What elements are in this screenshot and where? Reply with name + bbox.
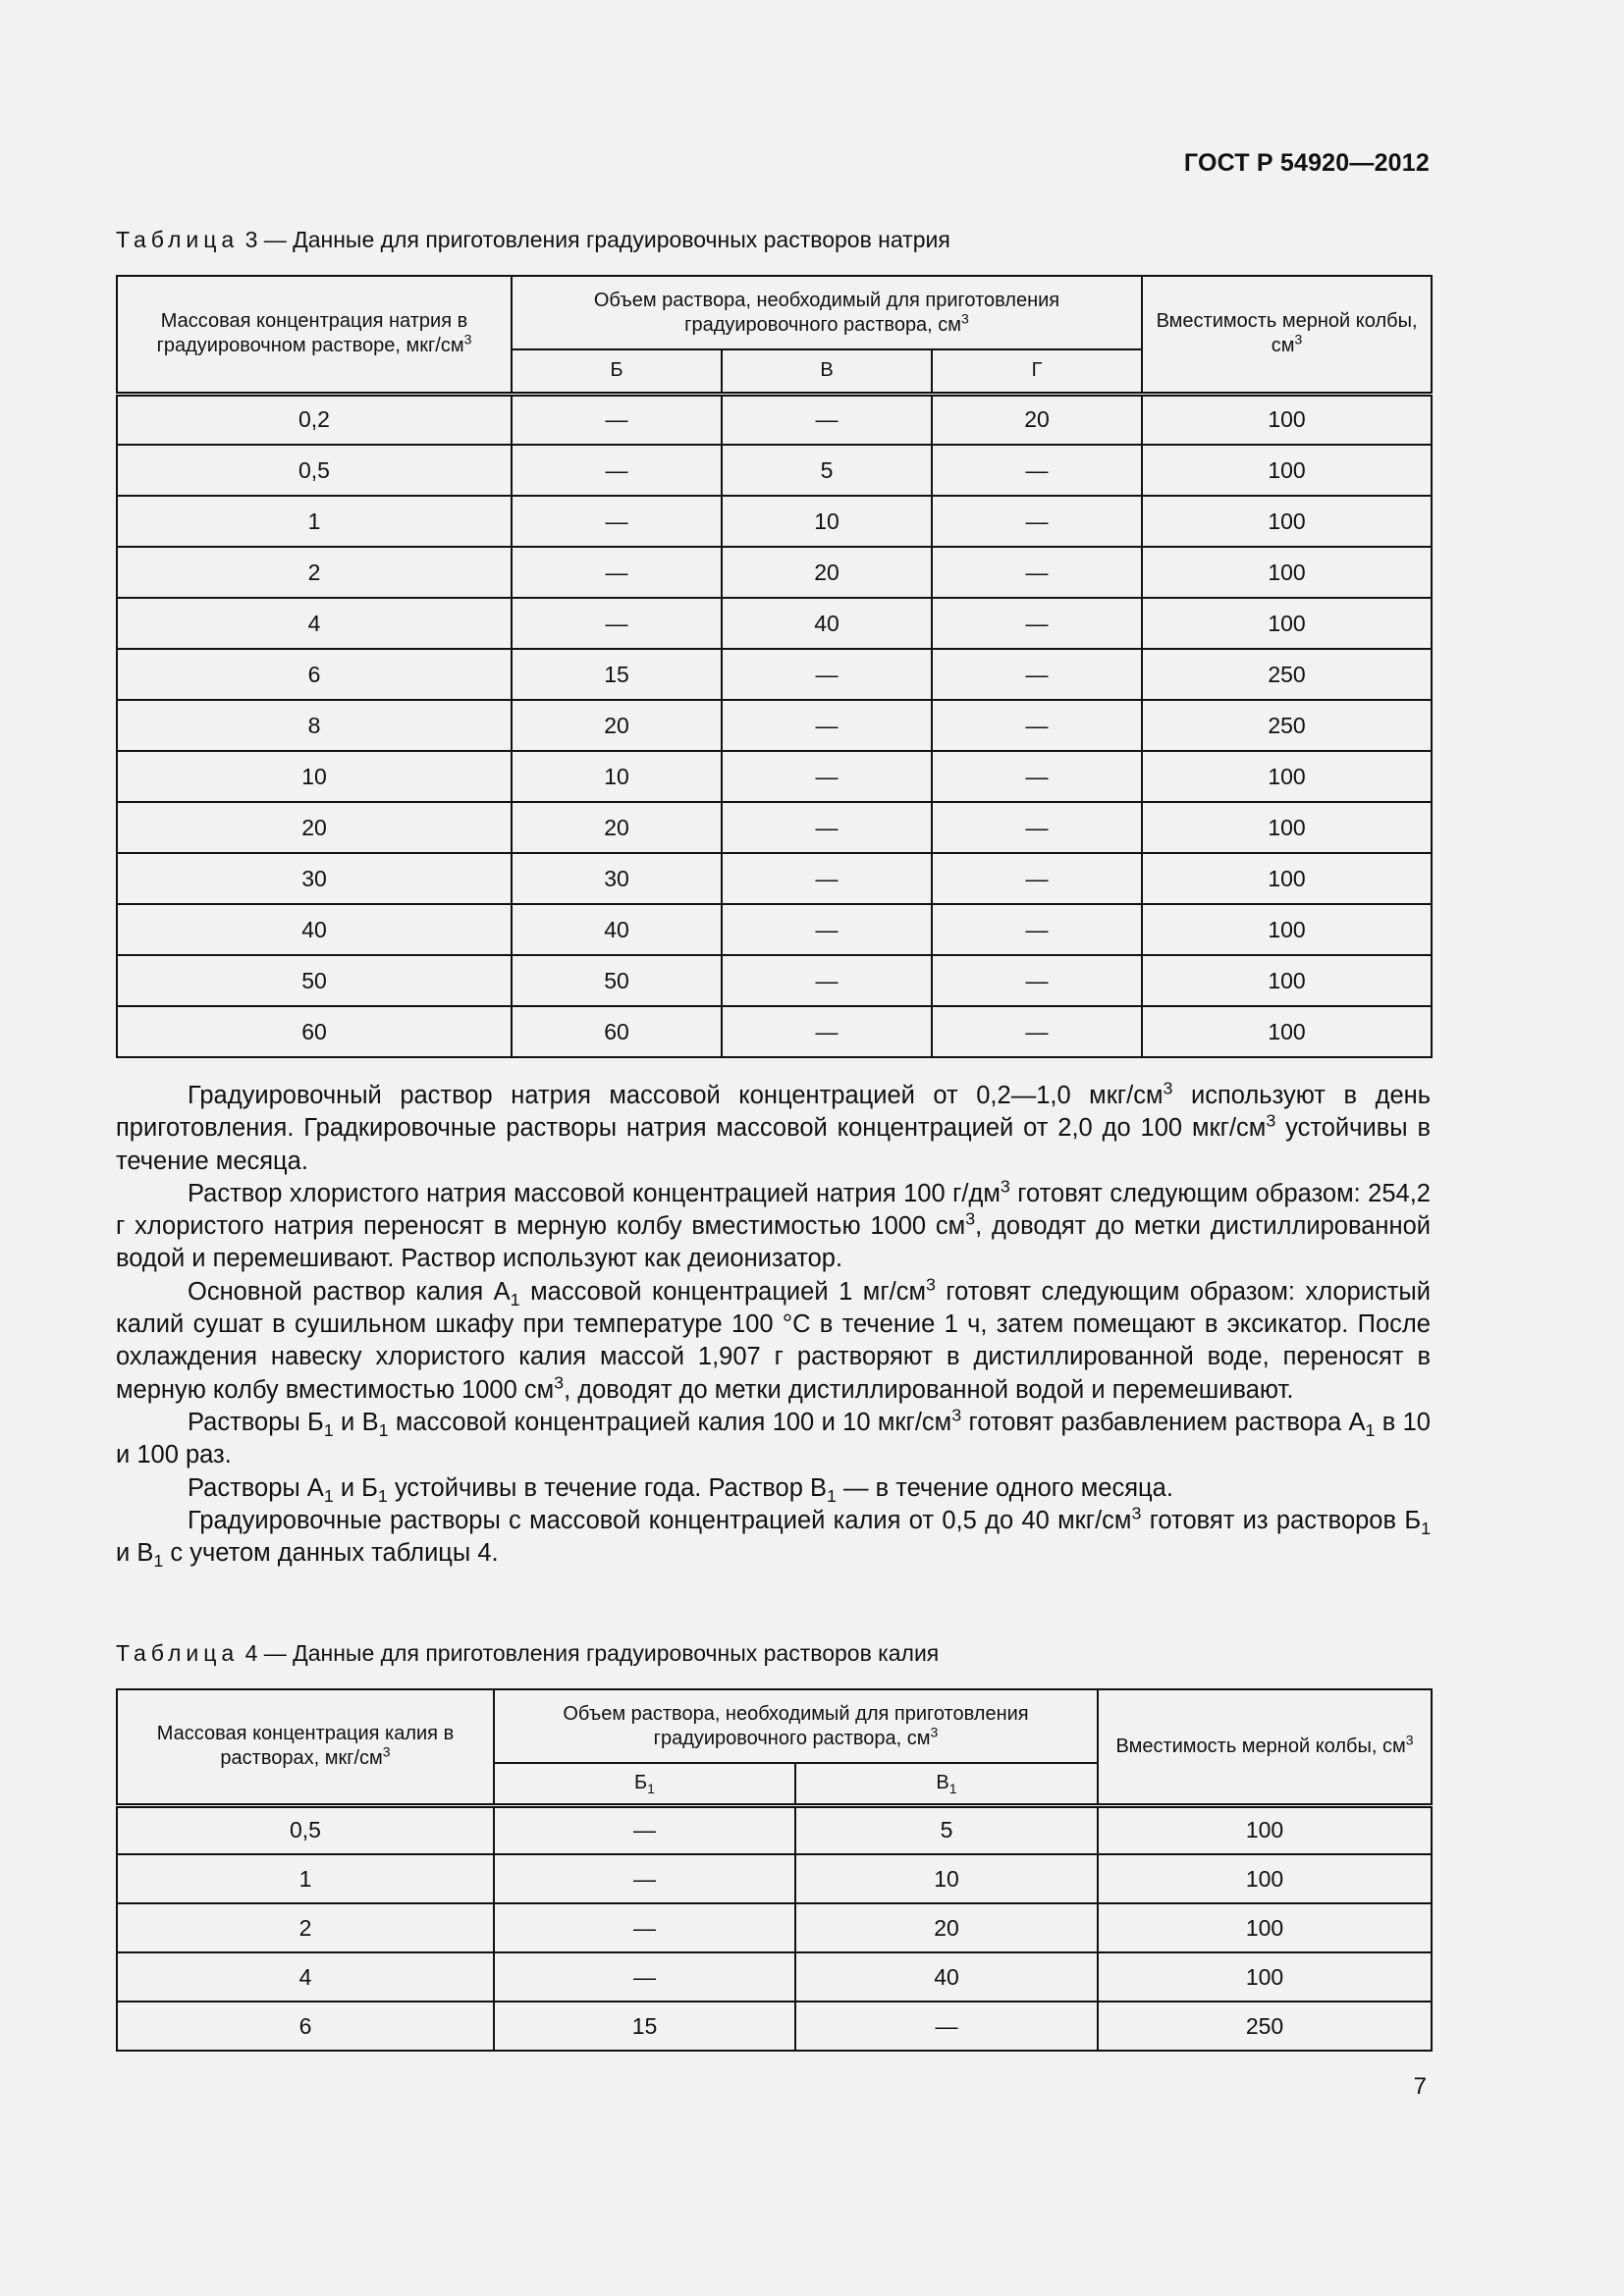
table-cell: 100: [1142, 598, 1432, 649]
table-cell: 250: [1098, 2002, 1432, 2051]
table-row: [117, 394, 1432, 445]
table-cell: —: [512, 445, 722, 496]
table3-header-volume: Объем раствора, необходимый для приготовления градуировочного раствора, $см^3$: [512, 276, 1142, 349]
table-row: [117, 802, 1432, 853]
table-cell: —: [932, 598, 1142, 649]
table-cell: —: [722, 394, 932, 445]
table-row: [117, 1903, 1432, 1952]
table-cell: 40: [512, 904, 722, 955]
table-row: [117, 649, 1432, 700]
table-cell: 6: [117, 2002, 494, 2051]
table-row: [117, 751, 1432, 802]
table-cell: 100: [1142, 445, 1432, 496]
table-cell: 4: [117, 598, 512, 649]
table-cell: 0,2: [117, 394, 512, 445]
table-cell: —: [932, 955, 1142, 1006]
table-cell: 10: [512, 751, 722, 802]
table-cell: 30: [512, 853, 722, 904]
table-cell: 100: [1098, 1903, 1432, 1952]
table-row: [117, 2002, 1432, 2051]
table-cell: 40: [117, 904, 512, 955]
table3-subheader-g: Г: [932, 349, 1142, 394]
table-cell: 2: [117, 1903, 494, 1952]
table-cell: 1: [117, 496, 512, 547]
paragraph-sodium-chloride: Раствор хлористого натрия массовой концентрацией натрия 100 $г/дм^3$ готовят следующим образом: 254,2 г хлористого натрия переносят в мерную колбу вместимостью 1000 $см^3$, доводят до метки дистиллированной водой и перемешивают. Раствор используют как деионизатор.: [116, 1176, 1432, 1273]
table-cell: —: [494, 1805, 795, 1854]
table-cell: 100: [1098, 1952, 1432, 2002]
table-cell: 10: [117, 751, 512, 802]
table-cell: 20: [795, 1903, 1098, 1952]
paragraph-potassium-calibration: Градуировочные растворы с массовой концентрацией калия от 0,5 до 40 мкг/$см^3$ готовят из растворов $Б_1$ и $В_1$ с учетом данных таблицы 4.: [116, 1503, 1432, 1572]
table-cell: 15: [512, 649, 722, 700]
table-row: [117, 1006, 1432, 1057]
table-cell: 20: [117, 802, 512, 853]
table-cell: —: [932, 496, 1142, 547]
table-cell: 100: [1142, 853, 1432, 904]
table-cell: —: [722, 955, 932, 1006]
table-row: [117, 853, 1432, 904]
table-cell: 100: [1098, 1854, 1432, 1903]
table-cell: 100: [1142, 955, 1432, 1006]
table-cell: 20: [722, 547, 932, 598]
table4-header-volume: Объем раствора, необходимый для приготовления градуировочного раствора, $см^3$: [494, 1689, 1098, 1763]
table-cell: 1: [117, 1854, 494, 1903]
table3-subheader-b: Б: [512, 349, 722, 394]
body-text: [116, 1080, 1431, 1570]
table-cell: 100: [1142, 496, 1432, 547]
table-cell: —: [932, 649, 1142, 700]
table-cell: 4: [117, 1952, 494, 2002]
table3: [116, 275, 1433, 1058]
table3-header-concentration: Массовая концентрация натрия в градуировочном растворе, мкг/$см^3$: [117, 276, 512, 394]
table-cell: 20: [512, 700, 722, 751]
table4-subheader-v1: $В_1$: [795, 1763, 1098, 1805]
table-cell: 2: [117, 547, 512, 598]
table-cell: —: [494, 1854, 795, 1903]
table-row: [117, 904, 1432, 955]
table-cell: 20: [932, 394, 1142, 445]
table-cell: —: [932, 547, 1142, 598]
table-cell: 10: [795, 1854, 1098, 1903]
table-cell: —: [932, 445, 1142, 496]
table-cell: —: [512, 598, 722, 649]
table-row: [117, 700, 1432, 751]
table-cell: 100: [1142, 547, 1432, 598]
table-cell: —: [512, 547, 722, 598]
paragraph-stability: Растворы $А_1$ и $Б_1$ устойчивы в течение года. Раствор $В_1$ — в течение одного месяца.: [188, 1473, 1173, 1506]
table3-caption-text: 3 — Данные для приготовления градуировочных растворов натрия: [244, 227, 950, 252]
table-cell: —: [722, 751, 932, 802]
table-row: [117, 1854, 1432, 1903]
table-cell: —: [494, 1952, 795, 2002]
document-code: ГОСТ Р 54920—2012: [1183, 149, 1430, 177]
table-cell: 5: [722, 445, 932, 496]
table-cell: 40: [795, 1952, 1098, 2002]
table4-caption-label: Таблица: [116, 1640, 240, 1666]
table-row: [117, 598, 1432, 649]
table-cell: —: [795, 2002, 1098, 2051]
table-cell: 30: [117, 853, 512, 904]
table-row: [117, 1952, 1432, 2002]
table4-subheader-b1: $Б_1$: [494, 1763, 795, 1805]
table-cell: —: [722, 802, 932, 853]
table-cell: —: [722, 1006, 932, 1057]
table3-body: [117, 394, 1432, 1057]
paragraph-dilutions: Растворы $Б_1$ и $В_1$ массовой концентрацией калия 100 и 10 мкг/$см^3$ готовят разбавлением раствора $А_1$ в 10 и 100 раз.: [116, 1405, 1431, 1469]
table3-subheader-v: В: [722, 349, 932, 394]
table-cell: —: [722, 904, 932, 955]
table-cell: 8: [117, 700, 512, 751]
table-cell: 250: [1142, 700, 1432, 751]
table-row: [117, 1805, 1432, 1854]
table-cell: —: [932, 1006, 1142, 1057]
table-cell: —: [494, 1903, 795, 1952]
table-cell: —: [932, 700, 1142, 751]
page-number: 7: [1413, 2073, 1427, 2100]
table-cell: 50: [117, 955, 512, 1006]
table4-caption: [116, 1640, 939, 1667]
table-cell: 6: [117, 649, 512, 700]
table-row: [117, 445, 1432, 496]
table-cell: 10: [722, 496, 932, 547]
table-cell: 100: [1142, 802, 1432, 853]
table-cell: 250: [1142, 649, 1432, 700]
table-cell: 100: [1142, 394, 1432, 445]
table-cell: 100: [1098, 1805, 1432, 1854]
table4: [116, 1688, 1433, 2052]
table-cell: 100: [1142, 904, 1432, 955]
table3-header-capacity: Вместимость мерной колбы, $см^3$: [1142, 276, 1432, 394]
table-cell: 60: [512, 1006, 722, 1057]
table-cell: —: [512, 394, 722, 445]
table-cell: 5: [795, 1805, 1098, 1854]
table-cell: 15: [494, 2002, 795, 2051]
table-cell: 100: [1142, 1006, 1432, 1057]
table-row: [117, 496, 1432, 547]
table-cell: —: [722, 853, 932, 904]
table4-caption-text: 4 — Данные для приготовления градуировочных растворов калия: [244, 1640, 940, 1666]
paragraph-potassium-stock: Основной раствор калия $А_1$ массовой концентрацией 1 $мг/см^3$ готовят следующим образом: хлористый калий сушат в сушильном шкафу при температуре 100 °С в течение 1 ч, затем помещают в эксикатор. После охлаждения навеску хлористого калия массой 1,907 г растворяют в дистиллированной воде, переносят в мерную колбу вместимостью 1000 $см^3$, доводят до метки дистиллированной водой и перемешивают.: [116, 1274, 1431, 1404]
table-cell: —: [932, 802, 1142, 853]
table-cell: —: [932, 751, 1142, 802]
table-cell: —: [932, 853, 1142, 904]
table-cell: —: [932, 904, 1142, 955]
table-cell: 60: [117, 1006, 512, 1057]
table-cell: 0,5: [117, 1805, 494, 1854]
table4-header-concentration: Массовая концентрация калия в растворах, мкг/$см^3$: [117, 1689, 494, 1805]
table-cell: —: [722, 649, 932, 700]
table4-body: [117, 1805, 1432, 2051]
paragraph-sodium-stability: Градуировочный раствор натрия массовой концентрацией от 0,2—1,0 мкг/$см^3$ используют в день приготовления. Градкировочные растворы натрия массовой концентрацией от 2,0 до 100 мкг/$см^3$ устойчивы в течение месяца.: [116, 1078, 1431, 1175]
table-cell: 20: [512, 802, 722, 853]
table-cell: —: [722, 700, 932, 751]
table-cell: 100: [1142, 751, 1432, 802]
table3-caption-label: Таблица: [116, 227, 240, 252]
table-row: [117, 547, 1432, 598]
table-cell: 0,5: [117, 445, 512, 496]
table4-header-capacity: Вместимость мерной колбы, $см^3$: [1098, 1689, 1432, 1805]
table-cell: 50: [512, 955, 722, 1006]
table-cell: —: [512, 496, 722, 547]
table3-caption: [116, 227, 950, 253]
table-row: [117, 955, 1432, 1006]
table-cell: 40: [722, 598, 932, 649]
